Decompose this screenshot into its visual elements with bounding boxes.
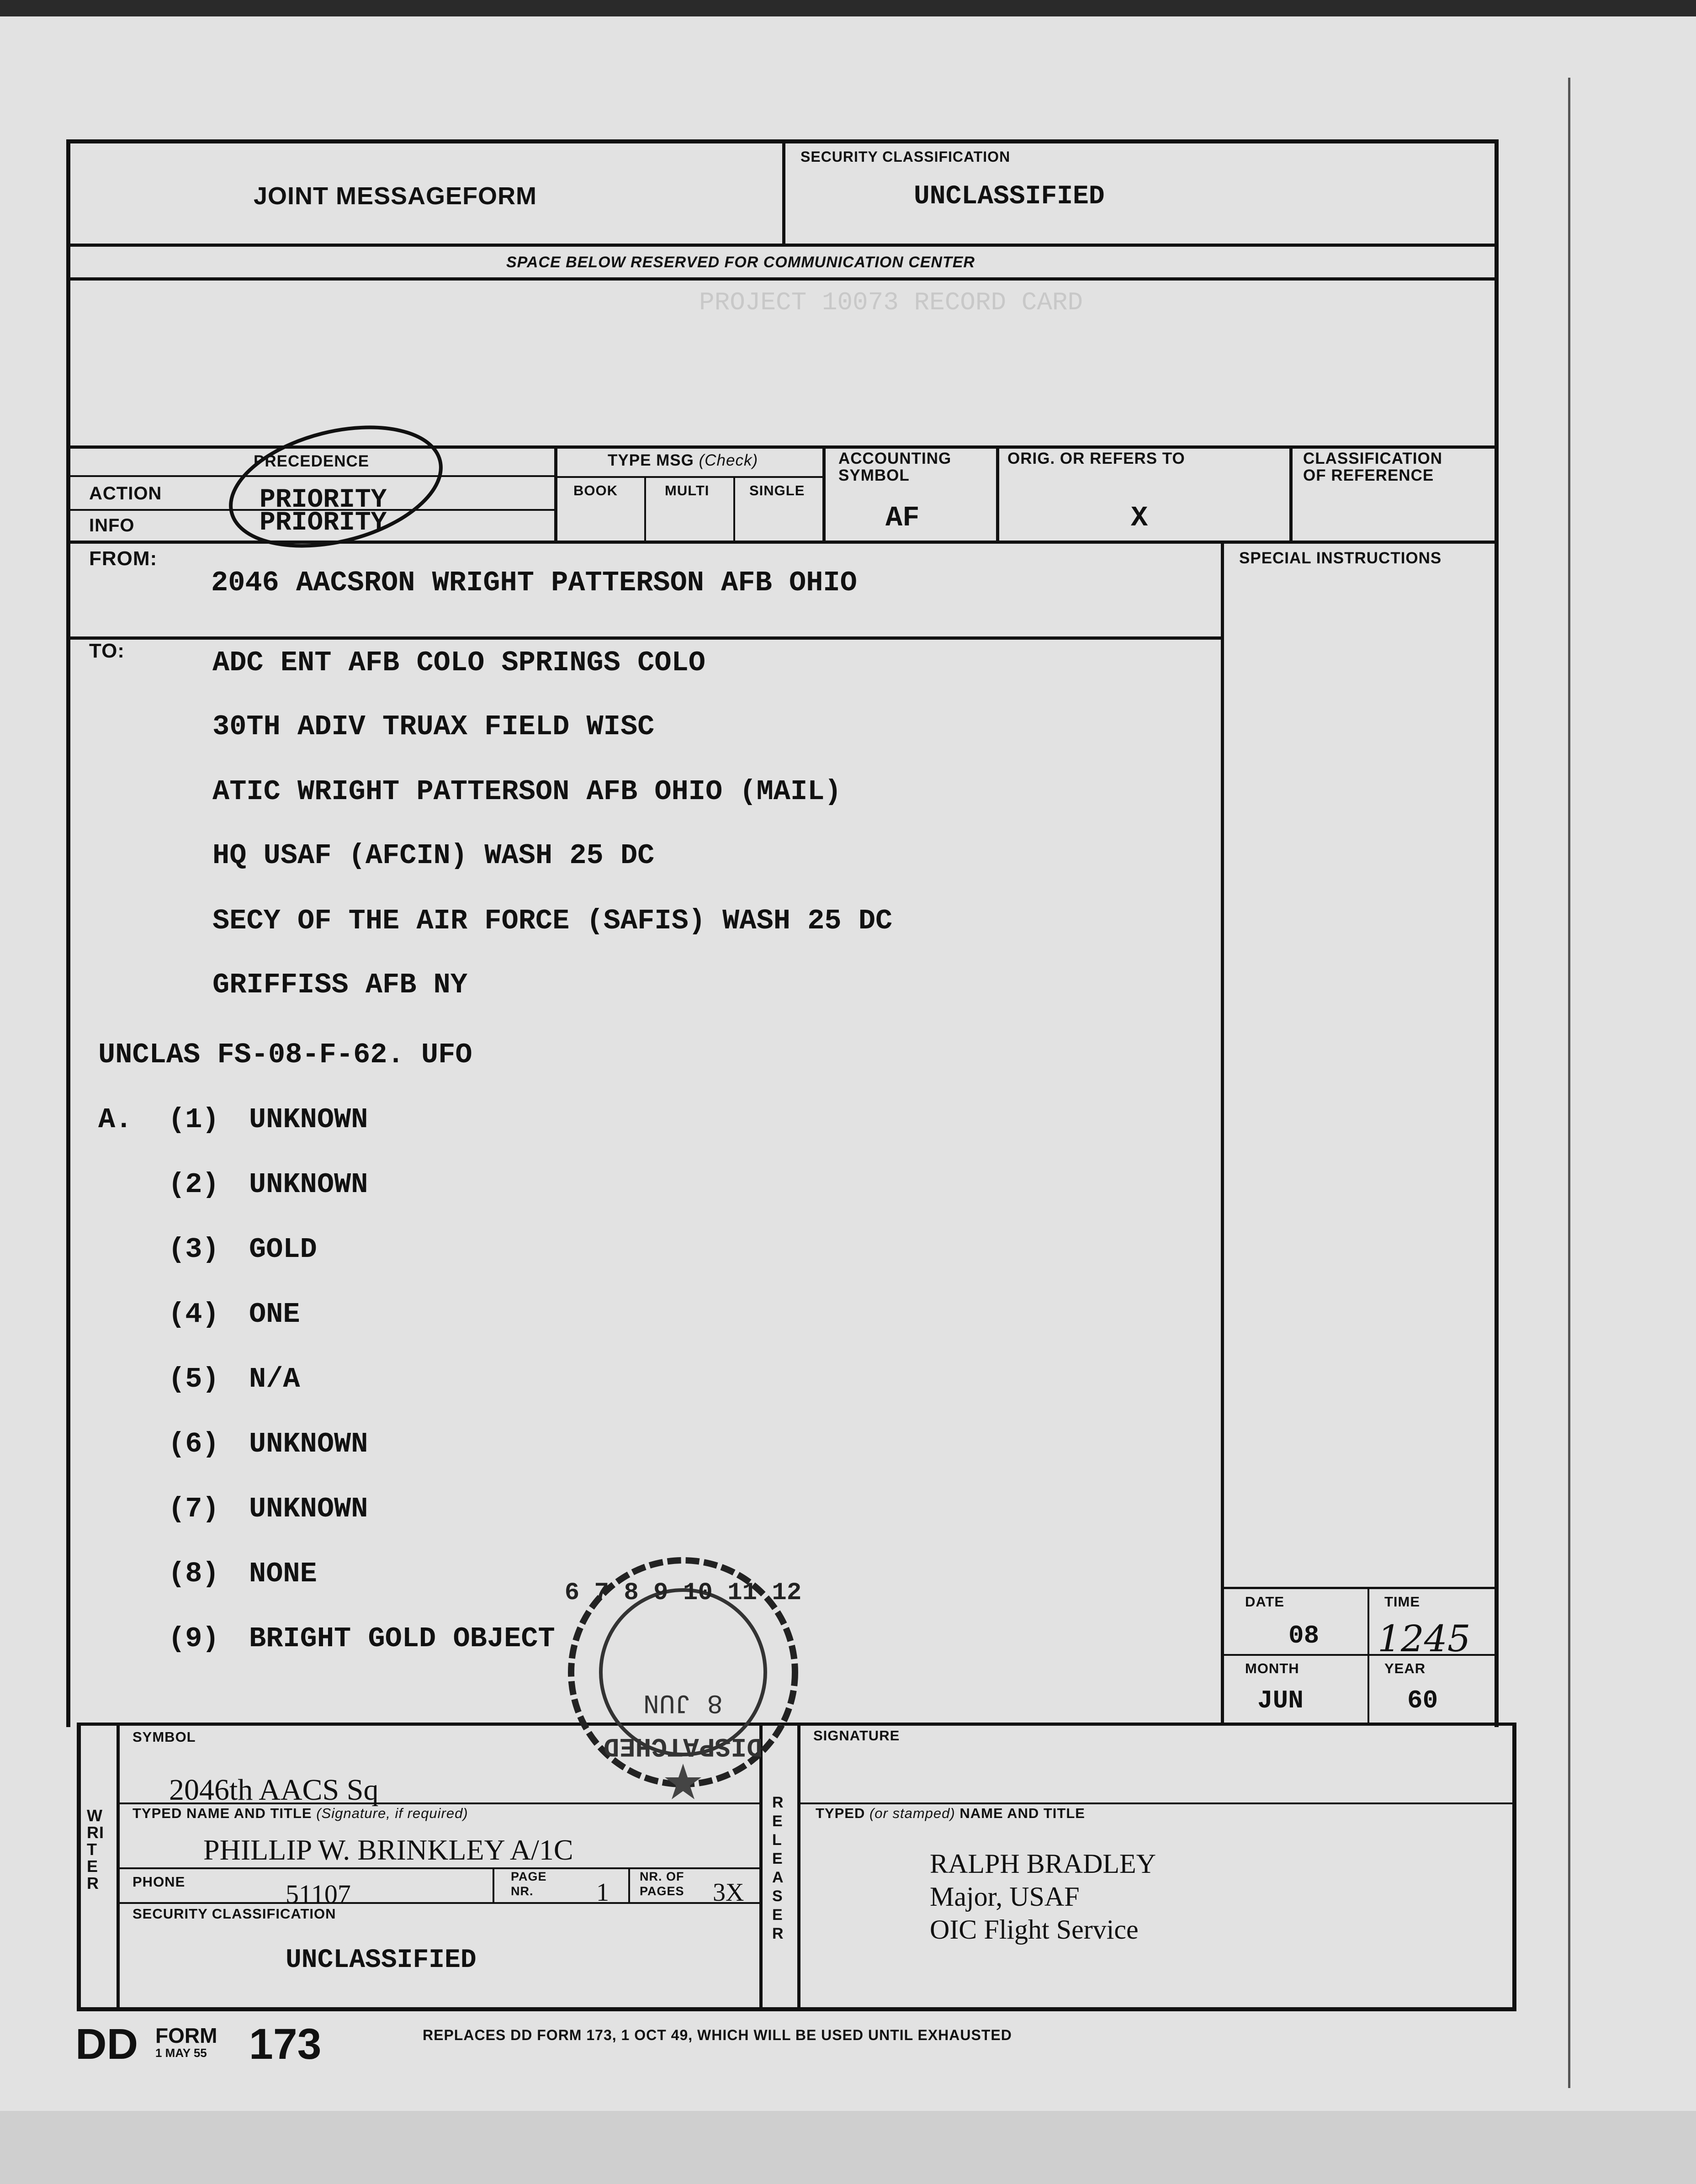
class-ref-label-1: CLASSIFICATION: [1303, 450, 1443, 467]
footer-form-number: 173: [249, 2020, 322, 2068]
writer-name-value: PHILLIP W. BRINKLEY A/1C: [203, 1834, 573, 1866]
stamp-word: DISPATCHED: [603, 1731, 763, 1760]
item-number: (2): [168, 1168, 219, 1201]
class-ref-label-2: OF REFERENCE: [1303, 466, 1434, 484]
datetime-top: [1223, 1587, 1497, 1589]
releaser-name-line: Major, USAF: [930, 1882, 1080, 1912]
writer-pages-label-1: NR. OF: [640, 1870, 684, 1883]
info-label: INFO: [89, 515, 135, 535]
to-addressee-line: SECY OF THE AIR FORCE (SAFIS) WASH 25 DC: [212, 905, 893, 937]
frame-right-upper: [1495, 139, 1499, 1727]
precedence-circle-mark: [215, 411, 452, 548]
action-value: PRIORITY: [260, 485, 387, 515]
footer-form-date: 1 MAY 55: [155, 2046, 207, 2060]
date-label: DATE: [1245, 1594, 1285, 1610]
writer-page-label-2: NR.: [511, 1884, 534, 1898]
writer-page-left: [493, 1867, 494, 1902]
accounting-label-2: SYMBOL: [838, 466, 910, 484]
section-letter: A.: [98, 1103, 132, 1136]
footer-form: FORM: [155, 2024, 217, 2047]
from-value: 2046 AACSRON WRIGHT PATTERSON AFB OHIO: [211, 567, 857, 599]
item-text: UNKNOWN: [249, 1493, 368, 1525]
frame-left-upper: [66, 139, 70, 1727]
releaser-signature-label: SIGNATURE: [813, 1728, 900, 1744]
writer-phone-value: 51107: [286, 1879, 351, 1909]
releaser-signature-bottom: [797, 1802, 1515, 1804]
precedence-label: PRECEDENCE: [254, 452, 370, 470]
frame-bottom: [77, 2007, 1516, 2011]
single-label: SINGLE: [749, 482, 805, 498]
item-text: UNKNOWN: [249, 1103, 368, 1136]
releaser-side-label: RELEASER: [772, 1794, 784, 1942]
form-title: JOINT MESSAGEFORM: [254, 182, 537, 210]
releaser-name-label: TYPED (or stamped) NAME AND TITLE: [816, 1805, 1085, 1821]
reference-line: UNCLAS FS-08-F-62. UFO: [98, 1039, 472, 1071]
title-divider: [782, 142, 785, 246]
item-number: (3): [168, 1233, 219, 1266]
year-value: 60: [1407, 1686, 1438, 1715]
reserved-row-bottom: [69, 277, 1496, 281]
special-instructions-divider: [1221, 542, 1224, 1725]
security-classification-value: UNCLASSIFIED: [914, 182, 1105, 212]
type-msg-div-b: [733, 476, 735, 543]
item-text: N/A: [249, 1363, 300, 1395]
page-bottom-shadow: [0, 2111, 1696, 2184]
from-row-bottom: [69, 636, 1222, 640]
from-label: FROM:: [89, 547, 158, 570]
action-label: ACTION: [89, 483, 162, 504]
item-number: (1): [168, 1103, 219, 1136]
writer-page-value: 1: [596, 1878, 609, 1907]
date-value: 08: [1288, 1621, 1320, 1650]
reserved-note: SPACE BELOW RESERVED FOR COMMUNICATION CENTER: [506, 254, 975, 271]
item-number: (9): [168, 1622, 219, 1655]
frame-right-lower: [1512, 1723, 1516, 2010]
item-number: (4): [168, 1298, 219, 1331]
writer-pages-left: [628, 1867, 630, 1902]
stamp-ring-numbers: 6 7 8 9 10 11 12: [564, 1579, 802, 1607]
to-addressee-line: 30TH ADIV TRUAX FIELD WISC: [212, 710, 655, 743]
header-div-4: [1289, 447, 1293, 543]
accounting-value: AF: [885, 502, 920, 534]
writer-phone-bottom: [117, 1902, 761, 1904]
writer-side-divider: [117, 1724, 120, 2009]
time-value: 1245: [1378, 1617, 1471, 1660]
type-msg-div-a: [644, 476, 646, 543]
to-addressee-line: HQ USAF (AFCIN) WASH 25 DC: [212, 839, 655, 872]
releaser-name-line: OIC Flight Service: [930, 1914, 1139, 1945]
frame-left-lower: [77, 1723, 81, 2010]
item-text: NONE: [249, 1558, 317, 1590]
item-text: UNKNOWN: [249, 1428, 368, 1460]
writer-symbol-label: SYMBOL: [132, 1729, 196, 1745]
to-label: TO:: [89, 640, 125, 662]
item-number: (8): [168, 1558, 219, 1590]
bleed-through-text: PROJECT 10073 RECORD CARD: [699, 288, 1083, 317]
year-label: YEAR: [1384, 1660, 1426, 1676]
footer-replaces-note: REPLACES DD FORM 173, 1 OCT 49, WHICH WILL BE USED UNTIL EXHAUSTED: [423, 2027, 1012, 2043]
item-text: ONE: [249, 1298, 300, 1331]
writer-phone-label: PHONE: [132, 1874, 186, 1890]
writer-pages-value: 3X: [713, 1878, 744, 1907]
to-addressee-line: GRIFFISS AFB NY: [212, 969, 468, 1001]
time-label: TIME: [1384, 1594, 1420, 1610]
page-right-edge-line: [1568, 78, 1570, 2088]
page-top-edge: [0, 0, 1696, 16]
title-row-bottom: [69, 244, 1496, 247]
stamp-date: 8 JUN: [643, 1687, 723, 1717]
info-value: PRIORITY: [260, 508, 387, 538]
month-value: JUN: [1257, 1686, 1304, 1715]
footer-dd: DD: [75, 2020, 138, 2068]
item-text: GOLD: [249, 1233, 317, 1266]
header-div-1: [554, 447, 557, 543]
writer-symbol-value: 2046th AACS Sq: [169, 1773, 379, 1807]
writer-security-label: SECURITY CLASSIFICATION: [132, 1906, 336, 1922]
header-div-3: [996, 447, 999, 543]
item-number: (6): [168, 1428, 219, 1460]
accounting-label-1: ACCOUNTING: [838, 450, 952, 467]
month-label: MONTH: [1245, 1660, 1299, 1676]
type-msg-subline: [554, 476, 824, 478]
type-msg-label: TYPE MSG (Check): [608, 451, 758, 469]
releaser-name-line: RALPH BRADLEY: [930, 1849, 1156, 1879]
writer-side-label: WRITER: [87, 1806, 104, 1892]
to-addressee-line: ATIC WRIGHT PATTERSON AFB OHIO (MAIL): [212, 775, 842, 808]
datetime-mid: [1367, 1587, 1369, 1725]
to-addressee-line: ADC ENT AFB COLO SPRINGS COLO: [212, 647, 705, 679]
item-number: (5): [168, 1363, 219, 1395]
writer-page-label-1: PAGE: [511, 1870, 547, 1883]
header-div-2: [822, 447, 826, 543]
item-text: UNKNOWN: [249, 1168, 368, 1201]
writer-name-label: TYPED NAME AND TITLE (Signature, if required): [132, 1805, 468, 1821]
writer-pages-label-2: PAGES: [640, 1884, 684, 1898]
item-text: BRIGHT GOLD OBJECT: [249, 1622, 555, 1655]
book-label: BOOK: [573, 482, 618, 498]
orig-label: ORIG. OR REFERS TO: [1007, 450, 1185, 467]
special-instructions-label: SPECIAL INSTRUCTIONS: [1239, 549, 1442, 567]
writer-security-value: UNCLASSIFIED: [286, 1945, 477, 1975]
dispatched-stamp: [503, 1521, 859, 1841]
item-number: (7): [168, 1493, 219, 1525]
multi-label: MULTI: [665, 482, 710, 498]
orig-value: X: [1131, 502, 1148, 534]
security-classification-label: SECURITY CLASSIFICATION: [800, 148, 1011, 165]
